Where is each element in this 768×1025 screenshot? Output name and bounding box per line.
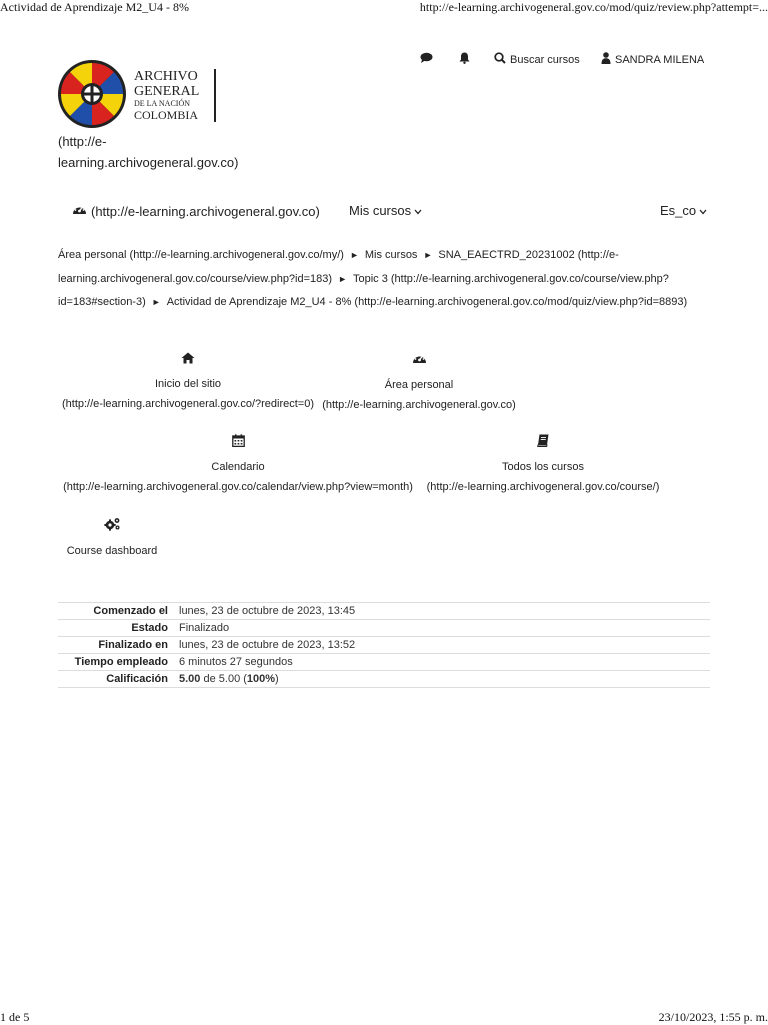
breadcrumb-item-course[interactable]: SNA_EAECTRD_20231002 (http://e-learning.archivogeneral.gov.co/course/view.php?id=183) (58, 249, 619, 285)
language-dropdown[interactable] (660, 203, 707, 218)
search-icon (494, 52, 506, 67)
table-row (58, 671, 710, 688)
row-label: Estado (58, 620, 174, 637)
calendar-icon (232, 434, 245, 450)
logo-line-1: ARCHIVO (134, 69, 198, 84)
row-label: Comenzado el (58, 603, 174, 620)
chevron-down-icon (699, 203, 707, 218)
tachometer-icon (412, 352, 427, 368)
tile-dashboard-url: (http://e-learning.archivogeneral.gov.co) (322, 399, 516, 411)
tile-site-home[interactable] (58, 352, 318, 410)
user-name: SANDRA MILENA (615, 53, 705, 66)
grade-of: de 5.00 ( (203, 673, 247, 685)
tile-all-courses-label: Todos los cursos (502, 461, 584, 473)
tile-calendar-label: Calendario (211, 461, 265, 473)
user-icon (601, 52, 611, 67)
navbar-home-url: (http://e-learning.archivogeneral.gov.co) (91, 203, 320, 219)
notifications-button[interactable] (459, 52, 470, 67)
my-courses-label: Mis cursos (349, 203, 412, 218)
breadcrumb-separator: ► (423, 250, 433, 260)
tile-site-home-label: Inicio del sitio (154, 378, 222, 390)
table-row (58, 637, 710, 654)
table-row (58, 603, 710, 620)
grade-label: Calificación (58, 671, 174, 688)
breadcrumb-separator: ► (349, 250, 359, 260)
cogs-icon (104, 517, 121, 534)
language-label: Es_co (660, 203, 697, 218)
messages-button[interactable] (420, 52, 433, 67)
tachometer-icon (72, 203, 87, 219)
breadcrumb-separator: ► (151, 297, 161, 307)
logo-line-4: COLOMBIA (134, 108, 199, 122)
print-header-url: http://e-learning.archivogeneral.gov.co/mod/quiz/review.php?attempt=... (419, 0, 768, 14)
breadcrumb-item-activity[interactable]: Actividad de Aprendizaje M2_U4 - 8% (http://e-learning.archivogeneral.gov.co/mod/quiz/view.php?id=8893) (166, 296, 688, 308)
tile-course-dashboard-label: Course dashboard (66, 545, 158, 557)
tile-calendar-url: (http://e-learning.archivogeneral.gov.co/calendar/view.php?view=month) (63, 481, 413, 493)
grade-score: 5.00 (179, 673, 201, 685)
quiz-review-summary (58, 602, 710, 688)
table-row (58, 654, 710, 671)
tile-calendar[interactable] (58, 434, 418, 493)
grade-percent: 100% (246, 673, 276, 685)
print-footer-datetime: 23/10/2023, 1:55 p. m. (658, 1010, 768, 1024)
logo-line-3: DE LA NACIÓN (134, 99, 190, 108)
breadcrumb-item-area-personal[interactable]: Área personal (http://e-learning.archivogeneral.gov.co/my/) (58, 249, 344, 261)
tile-all-courses-url: (http://e-learning.archivogeneral.gov.co/course/) (426, 481, 660, 493)
bell-icon (459, 52, 470, 67)
table-row (58, 620, 710, 637)
breadcrumb-item-topic[interactable]: Topic 3 (http://e-learning.archivogeneral.gov.co/course/view.php?id=183#section-3) (58, 272, 669, 308)
row-label: Finalizado en (58, 637, 174, 654)
tile-course-dashboard[interactable] (58, 517, 166, 557)
archivo-general-emblem (57, 59, 127, 129)
row-value: 6 minutos 27 segundos (174, 654, 710, 671)
tile-all-courses[interactable] (420, 434, 666, 493)
row-label: Tiempo empleado (58, 654, 174, 671)
breadcrumb-separator: ► (338, 273, 347, 284)
search-courses-link[interactable] (494, 52, 580, 67)
user-menu[interactable] (601, 52, 704, 67)
logo-url[interactable]: (http://e- learning.archivogeneral.gov.co) (58, 134, 239, 170)
breadcrumb-item-mis-cursos[interactable]: Mis cursos (364, 249, 418, 261)
home-icon (181, 352, 195, 367)
logo-divider (214, 69, 216, 122)
tile-site-home-url: (http://e-learning.archivogeneral.gov.co/?redirect=0) (61, 398, 315, 410)
breadcrumb (58, 244, 698, 315)
print-header-title: Actividad de Aprendizaje M2_U4 - 8% (0, 0, 189, 14)
tile-dashboard-label: Área personal (384, 379, 454, 391)
site-logo[interactable] (57, 59, 127, 134)
print-footer-page: 1 de 5 (0, 1010, 30, 1024)
grade-close: ) (275, 673, 279, 685)
row-value: lunes, 23 de octubre de 2023, 13:52 (174, 637, 710, 654)
search-courses-label: Buscar cursos (510, 53, 580, 66)
tile-dashboard[interactable] (318, 352, 520, 411)
logo-line-2: GENERAL (134, 84, 200, 99)
navbar-home-link[interactable] (72, 203, 320, 219)
row-value: lunes, 23 de octubre de 2023, 13:45 (174, 603, 710, 620)
grade-value (174, 671, 710, 688)
book-icon (537, 434, 549, 450)
row-value: Finalizado (174, 620, 710, 637)
chevron-down-icon (414, 203, 422, 218)
my-courses-dropdown[interactable] (349, 203, 422, 218)
comment-icon (420, 52, 433, 67)
